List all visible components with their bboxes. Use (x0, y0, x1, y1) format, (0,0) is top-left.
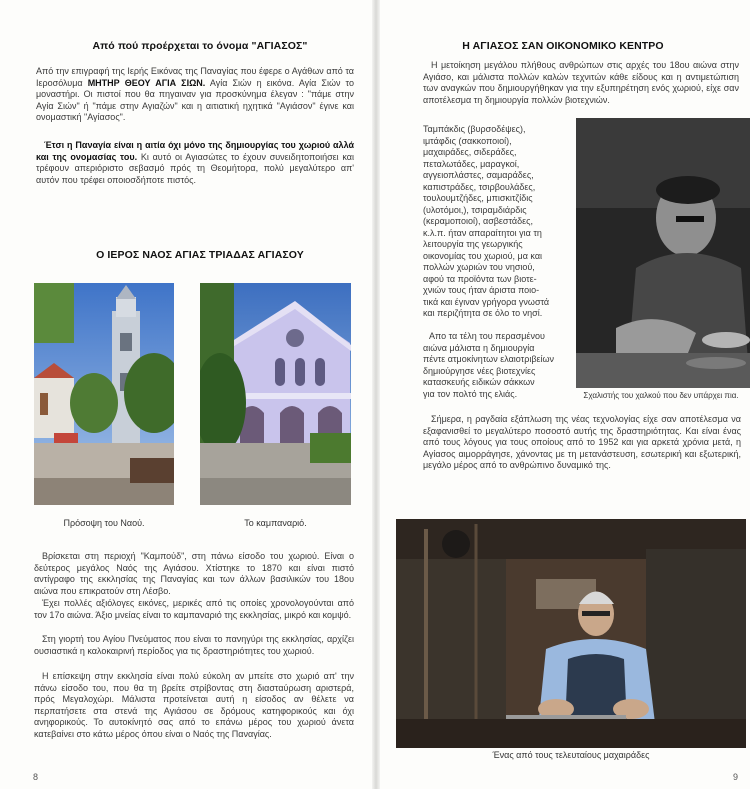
heading-name-origin: Από πού προέρχεται το όνομα "ΑΓΙΑΣΟΣ" (92, 40, 308, 52)
para2-bold: Έτσι η Παναγία είναι η αιτία όχι μόνο της δημιουργίας του χωριού αλλά και της ονομασίας του. (36, 140, 354, 162)
crafts-list (423, 124, 571, 320)
craft-line: τουλουμτζήδες, μπισκιτζίδις (423, 193, 533, 203)
paragraph-church-location: Βρίσκεται στη περιοχή "Καμπούδ", στη πάνω είσοδο του χωριού. Είναι ο δεύτερος μεγάλος Ναός της Αγιάσου. Χτίστηκε το 1870 και είναι πιστό αντίγραφο της εκκλησίας της Παναγίας και των άλλων βασιλικών του 18ου αιώνα που επικρατούν στη Λέσβο. (34, 551, 354, 596)
paragraph-decline: Σήμερα, η ραγδαία εξάπλωση της νέας τεχνολογίας είχε σαν αποτέλεσμα να εξαφανισθεί το μεγαλύτερο ποσοστό αυτής της δραστηριότητας. Και είναι ένας από τους λόγους για τους οποίους από το 1952 και για αρκετά χρόνια μετά, η Αγίασος αιμορράγησε, χάνοντας με τη μετανάστευση, εσωτερική και εξωτερική, μεγάλο μέρος από το ανθρώπινο δυναμικό της. (423, 414, 741, 470)
craft-line: πολλών χωριών του νησιού, (423, 262, 535, 272)
bell-tower-photo (200, 283, 351, 505)
book-gutter (372, 0, 380, 789)
craft-line: κ.λ.π. ήταν απαραίτητοι για τη (423, 227, 542, 238)
para2-rest: Κι αυτό οι Αγιασώτες το έχουν συνειδητοποιήσει και τρέφουν απεριόριστο σεβασμό πρός τη Θεομήτορα, πολύ μεγαλύτερο απ' αυτόν που τρέφει οποιοσδήποτε πιστός. (36, 151, 354, 185)
oil-press-line: αιώνα μάλιστα η δημιουργία (423, 342, 535, 353)
paragraph-migration: Η μετοίκηση μεγάλου πλήθους ανθρώπων στις αρχές του 18ου αιώνα στην Αγιάσο, και μάλιστα πολλών καλών τεχνιτών κάθε είδους και η αντιμετώπιση των αναγκών που δημιουργήθηκαν για την εξυπηρέτηση ενός χωριού, είχε σαν αποτέλεσμα τη δημιουργία πολλών βιοτεχνιών. (423, 60, 739, 105)
knifemaker-photo (396, 519, 746, 748)
craft-line: αφού τα προϊόντα των βιοτε- (423, 273, 537, 284)
craft-line: και περιζήτητα σε όλο το νησί. (423, 308, 543, 318)
oil-press-paragraph (423, 331, 571, 400)
craft-line: αγγειοπλάστες, σαμαράδες, (423, 170, 534, 180)
paragraph-festival: Στη γιορτή του Αγίου Πνεύματος που είναι το πανηγύρι της εκκλησίας, αρχίζει ουσιαστικά η καλοκαιρινή περίοδος για τις δραστηριότητες του χωριού. (34, 634, 354, 656)
craft-line: ιμτάφδις (σακκοποιοί), (423, 135, 512, 146)
craft-line: πεταλωτάδες, μαραγκοί, (423, 158, 520, 169)
craft-line: τικά και έγιναν γρήγορα γνωστά (423, 296, 550, 307)
craft-line: μαχαιράδες, σιδεράδες, (423, 147, 517, 157)
church-photo (34, 283, 174, 505)
paragraph-icons: Έχει πολλές αξιόλογες εικόνες, μερικές από τις οποίες χρονολογούνται από τον 17ο αιώνα. Άξιο μνείας είναι το καμπαναριό της εκκλησίας, μικρό και κομψό. (34, 598, 354, 620)
para1-bold: ΜΗΤΗΡ ΘΕΟΥ ΑΓΙΑ ΣΙΩΝ. (87, 77, 206, 88)
oil-press-line: δημιούργησε νέες βιοτεχνίες (423, 365, 536, 376)
para1-rest: Αγία Σιών η εικόνα. Αγία Σιών το μοναστήρι. Οι πιστοί που θα πηγαιναν για προσκύνημα έλεγαν : "πάμε στην Αγία Σιών" ή "πάμε στην Αγιαζών" και η αιτιατική ηχητικά "Αγιάσον" έγινε και ονομαστική "Αγίασος". (36, 77, 354, 122)
page-number-right: 9 (733, 772, 739, 782)
craft-line: χνιών τους ήταν άριστα ποιο- (423, 285, 540, 295)
craft-line: (κεραμοποιοί), ασβεστάδες, (423, 216, 533, 226)
para1-text: Από την επιγραφή της Ιερής Εικόνας της Παναγίας που έφερε ο Αγάθων από τα Ιεροσόλυμα (36, 66, 354, 88)
paragraph-panagia (36, 140, 354, 186)
craft-line: (υλοτόμοι,), τσιραμδιάρδις (423, 204, 527, 215)
oil-press-line: για τον πολτό της ελιάς. (423, 388, 518, 399)
coppersmith-photo (576, 118, 750, 388)
caption-bell-tower: Το καμπαναριό. (244, 518, 307, 528)
caption-coppersmith: Σχαλιστής του χαλκού που δεν υπάρχει πια. (583, 391, 739, 400)
oil-press-line: Απο τα τέλη του περασμένου (429, 331, 545, 341)
craft-line: Ταμπάκδις (βυρσοδέψες), (423, 124, 526, 134)
heading-economic-center: Η ΑΓΙΑΣΟΣ ΣΑΝ ΟΙΚΟΝΟΜΙΚΟ ΚΕΝΤΡΟ (462, 40, 664, 52)
oil-press-line: πέντε ατμοκίνητων ελαιοτριβείων (423, 354, 555, 364)
oil-press-line: κατασκευής ειδικών σάκκων (423, 377, 535, 387)
paragraph-visit: Η επίσκεψη στην εκκλησία είναι πολύ εύκολη αν μπείτε στο χωριό απ' την πάνω είσοδο του, που θα τη βρείτε στρίβοντας στη διασταύρωση αριστερά, πρός Μεγαλοχώρι. Μάλιστα προτείνεται αυτή η είσοδος αν θέλετε να περπατήσετε στα στενά της Αγιάσου σε δρόμους κατηφορικούς και όχι ανηφορικούς. Το αυτοκίνητό σας από το επάνω μέρος του χωριού άνετα κατεβαίνει στο κάτω μέρος όπου είναι ο Ναός της Παναγίας. (34, 671, 354, 739)
paragraph-name-origin (36, 66, 354, 124)
craft-line: λειτουργία της γεωργικής (423, 239, 523, 249)
caption-knifemaker: Ένας από τους τελευταίους μαχαιράδες (492, 750, 650, 760)
page-number-left: 8 (33, 772, 39, 782)
craft-line: καπιστράδες, τσιρβουλάδες, (423, 181, 536, 192)
craft-line: οικονομίας του χωριού, μα και (423, 250, 543, 261)
heading-church: Ο ΙΕΡΟΣ ΝΑΟΣ ΑΓΙΑΣ ΤΡΙΑΔΑΣ ΑΓΙΑΣΟΥ (96, 249, 304, 261)
caption-facade: Πρόσοψη του Ναού. (63, 518, 145, 528)
